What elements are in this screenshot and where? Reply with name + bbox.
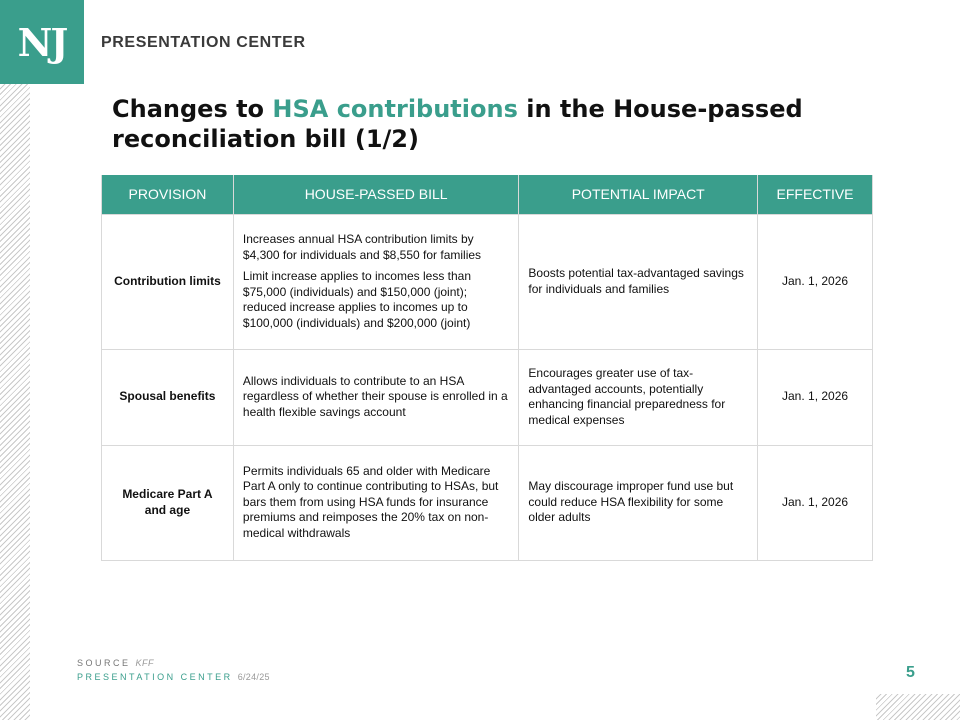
decorative-stripes-left <box>0 84 30 720</box>
bill-text: Increases annual HSA contribution limits by $4,300 for individuals and $8,550 for families <box>242 232 482 262</box>
footer-date: 6/24/25 <box>237 672 270 682</box>
bill-cell <box>233 214 519 349</box>
title-accent: HSA contributions <box>272 95 518 123</box>
page-number: 5 <box>906 664 915 681</box>
bill-text: Allows individuals to contribute to an HSA regardless of whether their spouse is enrolled in a health flexible savings account <box>242 373 508 419</box>
bill-cell <box>233 445 519 560</box>
decorative-stripes-bottom <box>876 694 960 720</box>
table-row <box>102 214 873 349</box>
header-house-passed-bill: HOUSE-PASSED BILL <box>233 175 519 214</box>
title-after: in the House-passed reconciliation bill (1/2) <box>112 95 803 153</box>
header-provision: PROVISION <box>102 175 234 214</box>
footer-source <box>77 658 154 668</box>
slide-title <box>112 94 892 154</box>
effective-cell: Jan. 1, 2026 <box>758 214 873 349</box>
bill-text: Permits individuals 65 and older with Medicare Part A only to continue contributing to HSAs, but bars them from using HSA funds for insurance premiums and reimposes the 20% tax on non-medical withdrawals <box>242 463 499 540</box>
table-row <box>102 349 873 445</box>
impact-cell: May discourage improper fund use but could reduce HSA flexibility for some older adults <box>519 445 758 560</box>
source-label: SOURCE <box>77 658 131 668</box>
footer-center-label: PRESENTATION CENTER <box>77 672 233 682</box>
logo-text: NJ <box>17 19 67 65</box>
provision-cell: Contribution limits <box>102 214 234 349</box>
header-label: PRESENTATION CENTER <box>101 34 306 51</box>
impact-cell: Encourages greater use of tax-advantaged accounts, potentially enhancing financial preparedness for medical expenses <box>519 349 758 445</box>
source-value: KFF <box>135 658 155 668</box>
header-potential-impact: POTENTIAL IMPACT <box>519 175 758 214</box>
bill-text: Limit increase applies to incomes less than $75,000 (individuals) and $150,000 (joint); reduced increase applies to incomes up to $100,000 (individuals) and $200,000 (joint) <box>242 269 472 330</box>
nj-logo <box>0 0 84 84</box>
footer-presentation-center <box>77 672 270 682</box>
provisions-table <box>101 175 873 561</box>
provision-cell: Spousal benefits <box>102 349 234 445</box>
title-before: Changes to <box>112 95 273 123</box>
impact-cell: Boosts potential tax-advantaged savings for individuals and families <box>519 214 758 349</box>
effective-cell: Jan. 1, 2026 <box>758 349 873 445</box>
table-row <box>102 445 873 560</box>
bill-cell <box>233 349 519 445</box>
provision-cell: Medicare Part A and age <box>102 445 234 560</box>
header-effective: EFFECTIVE <box>758 175 873 214</box>
effective-cell: Jan. 1, 2026 <box>758 445 873 560</box>
table-header-row <box>102 175 873 214</box>
